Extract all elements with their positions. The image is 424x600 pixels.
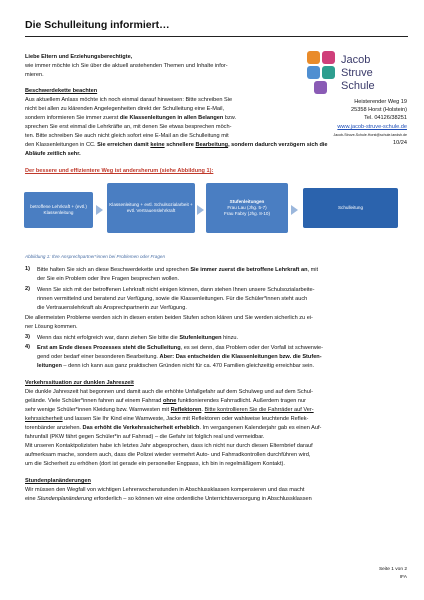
- section-heading-beschwerdekette: Beschwerdekette beachten: [25, 88, 98, 94]
- school-email: Jacob-Struve-Schule.Horst@schule.landsh.de: [333, 133, 407, 137]
- list-item: gend oder bedarf einer besonderen Bearbeitung. Aber: Das entscheiden die Klassenleitungen bzw. die Stufen-: [37, 354, 322, 360]
- list-number: 2): [25, 286, 30, 292]
- paragraph-line: aufmerksam mache, sondern auch, dass die Polizei wieder vermehrt Auto- und Fahrradkontrollen durchführen wird,: [25, 452, 311, 458]
- school-city: 25358 Horst (Holstein): [351, 107, 407, 113]
- list-item: Wenn das nicht erfolgreich war, dann ziehen Sie bitte die Stufenleitungen hinzu.: [37, 335, 239, 341]
- paragraph-line: Aus aktuellem Anlass möchte ich noch einmal darauf hinweisen: Bitte schreiben Sie: [25, 97, 233, 103]
- flow-arrow-icon: [96, 205, 103, 215]
- section-heading-verkehr: Verkehrssituation zur dunklen Jahreszeit: [25, 380, 134, 386]
- logo-text-line1: Jacob: [341, 54, 371, 66]
- list-item: Bitte halten Sie sich an diese Beschwerdekette und sprechen Sie immer zuerst die betroffene Lehrkraft an, mit: [37, 267, 319, 273]
- list-item: die Vertrauenslehrkraft als Ansprechpartnerin zur Verfügung.: [37, 305, 187, 311]
- figure-caption: Abbildung 1: Ihre Ansprechpartner*innen bei Problemen oder Fragen: [25, 254, 166, 259]
- paragraph-line: fahrunfall (PKW fährt gegen Schüler*in auf Fahrrad) – die Gefahr ist folglich real und vermeidbar.: [25, 434, 265, 440]
- title-divider: [25, 36, 408, 37]
- list-number: 1): [25, 266, 30, 272]
- section-heading-stundenplan: Stundenplanänderungen: [25, 478, 91, 484]
- paragraph-line: den Klassenleitungen in CC. Sie erreichen damit keine schnellere Bearbeitung, sondern dadurch verzögern sich die: [25, 142, 328, 148]
- intro-line: wie immer möchte ich Sie über die aktuell anstehenden Themen und Inhalte infor-: [25, 63, 228, 69]
- school-website-link[interactable]: www.jacob-struve-schule.de: [337, 124, 407, 130]
- list-number: 3): [25, 334, 30, 340]
- flow-arrow-icon: [197, 205, 204, 215]
- paragraph-line: gelände. Viele Schüler*innen fahren auf einem Fahrrad ohne funktionierendes Fahrradlicht. Außerdem tragen nur: [25, 398, 307, 404]
- stufen-person: Frau Fabry (Jhg. 8-10): [224, 211, 270, 217]
- list-number: 4): [25, 344, 30, 350]
- paragraph-line: ner Lösung kommen.: [25, 324, 78, 330]
- paragraph-line: um die Sicherheit zu erhöhen (dort ist gerade ein personeller Engpass, ich bin in regelmäßigem Kontakt).: [25, 461, 285, 467]
- paragraph-line: Die dunkle Jahreszeit hat begonnen und damit auch die erhöhte Unfallgefahr auf dem Schulweg und auf dem Schul-: [25, 389, 313, 395]
- flow-step-klassenleitung: Klassenleitung + evtl. Schulsozialarbeit + evtl. Vertrauenslehrkraft: [107, 183, 195, 233]
- stufen-person: Frau Lau (Jhg. 5-7): [227, 204, 267, 210]
- stufen-title: Stufenleitungen: [229, 198, 265, 204]
- paragraph-line: nicht bei allen zu klärenden Angelegenheiten direkt der Schulleitung eine E-Mail,: [25, 106, 225, 112]
- paragraph-line: Abläufe zeitlich sehr.: [25, 151, 81, 157]
- school-phone: Tel. 04126/38251: [364, 115, 407, 121]
- flow-step-schulleitung: Schulleitung: [303, 188, 398, 228]
- issue-number: 10/24: [393, 140, 407, 146]
- section-heading-besserer-weg: Der bessere und effizientere Weg ist andersherum (siehe Abbildung 1):: [25, 168, 214, 174]
- list-item: Wenn Sie sich mit der betroffenen Lehrkraft nicht einigen können, dann stehen Ihnen unsere Schulsozialarbeite-: [37, 287, 315, 293]
- intro-line: mieren.: [25, 72, 44, 78]
- logo-text-line3: Schule: [341, 80, 375, 92]
- flow-arrow-icon: [291, 205, 298, 215]
- author-initials: IFA: [399, 575, 407, 580]
- paragraph-line: kehrssicherheit und lassen Sie Ihr Kind eine Warnweste, Jacke mit Reflektoren oder wahlweise leuchtende Reflek-: [25, 416, 309, 422]
- paragraph-line: sehr wenige Schüler*innen Kleidung bzw. Warnwesten mit Reflektoren. Bitte kontrollieren Sie die Fahrräder auf Ver-: [25, 407, 314, 413]
- paragraph-line: Wir müssen den Wegfall von wichtigen Lehrerwochenstunden in Abschlussklassen kompensieren und das macht: [25, 487, 305, 493]
- logo-text-line2: Struve: [341, 67, 373, 79]
- paragraph-line: torenbänder anziehen. Das erhöht die Verkehrssicherheit erheblich. Im vergangenen Kalenderjahr gab es einen Auf-: [25, 425, 322, 431]
- page-number: Seite 1 von 2: [378, 567, 407, 572]
- list-item: Erst am Ende dieses Prozesses steht die Schulleitung, es sei denn, das Problem oder der Vorfall ist schwerwie-: [37, 345, 324, 351]
- flow-step-stufenleitungen: [206, 183, 288, 233]
- list-item: der Sie ein Problem oder Ihre Fragen besprechen wollen.: [37, 276, 180, 282]
- school-logo: [305, 43, 415, 103]
- paragraph-line: eine Stundenplanänderung erforderlich – so können wir eine ordentliche Unterrichtsversorgung in Abschlussklassen: [25, 496, 312, 502]
- list-item: rinnen vermittelnd und beratend zur Verfügung, sowie die Klassenleitungen. Für die Schüler*innen steht auch: [37, 296, 308, 302]
- list-item: leitungen – denn ich kann aus ganz praktischen Gründen nicht für ca. 470 Familien gleichzeitig erreichbar sein.: [37, 363, 315, 369]
- paragraph-line: Mit unseren Kontaktpolizisten habe ich letztes Jahr abgesprochen, dass ich nicht nur durch diesen Elternbrief darauf: [25, 443, 313, 449]
- paragraph-line: sprechen Sie erst einmal die Lehrkräfte an, mit denen Sie etwas besprechen möch-: [25, 124, 232, 130]
- flow-step-lehrkraft: betroffene Lehrkraft + (evtl.) Klassenleitung: [24, 192, 93, 228]
- paragraph-line: sondern informieren Sie immer zuerst die Klassenleitungen in allen Belangen bzw.: [25, 115, 237, 121]
- page-title: Die Schulleitung informiert…: [25, 19, 170, 31]
- paragraph-line: ten. Bitte schreiben Sie auch nicht gleich sofort eine E-Mail an die Schulleitung mit: [25, 133, 229, 139]
- paragraph-line: Die allermeisten Probleme werden sich in diesen ersten beiden Stufen schon klären und Sie werden sicherlich zu ei-: [25, 315, 313, 321]
- school-street: Heisterender Weg 19: [354, 99, 407, 105]
- greeting: Liebe Eltern und Erziehungsberechtigte,: [25, 54, 133, 60]
- logo-mark-icon: [307, 51, 335, 94]
